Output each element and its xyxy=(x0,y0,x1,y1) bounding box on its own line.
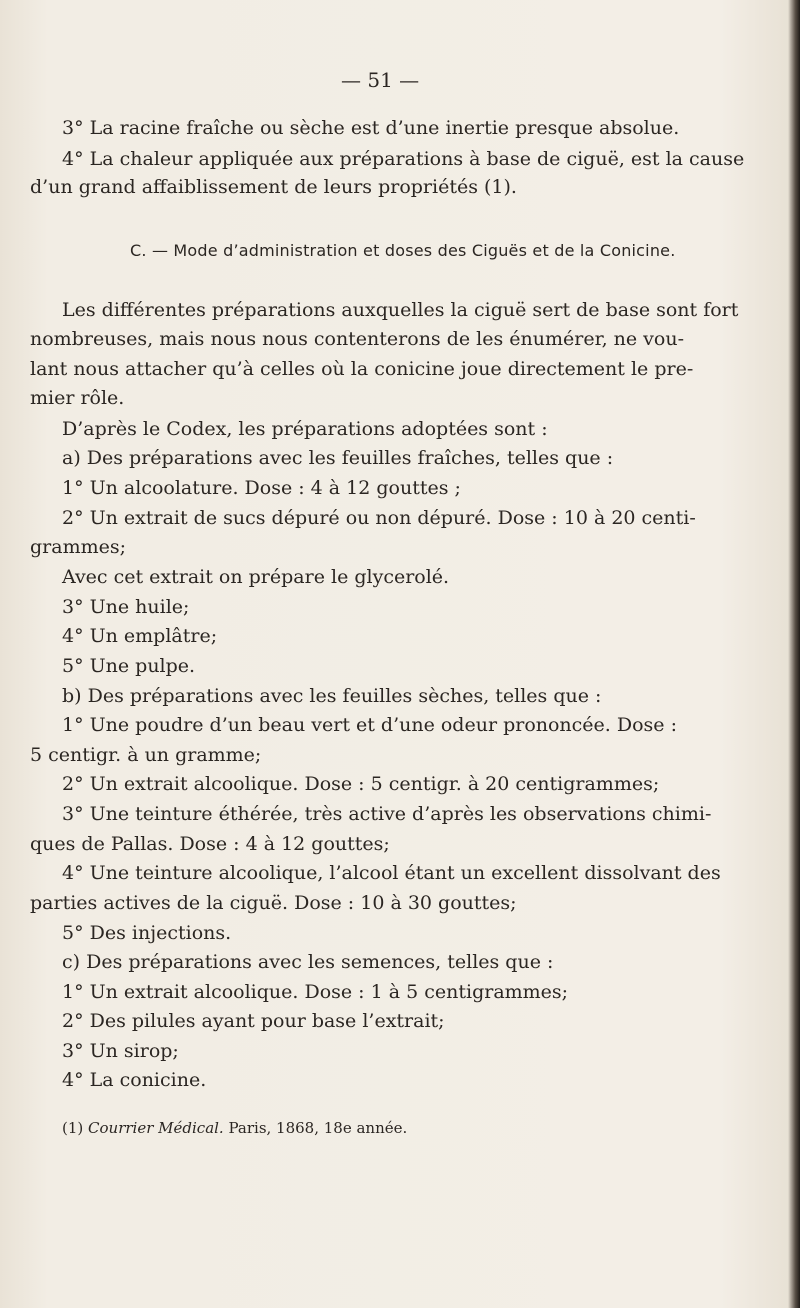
text-line: 3° La racine fraîche ou sèche est d’une inertie presque absolue. xyxy=(62,117,680,139)
list-item: 4° La conicine. xyxy=(62,1069,207,1091)
list-item: 2° Un extrait de sucs dépuré ou non dépuré. Dose : 10 à 20 centi- xyxy=(62,507,696,529)
text-line: grammes; xyxy=(30,536,127,558)
list-item: 4° Une teinture alcoolique, l’alcool étant un excellent dissolvant des xyxy=(62,862,721,884)
text-line: parties actives de la ciguë. Dose : 10 à 30 gouttes; xyxy=(30,892,517,914)
list-item: 2° Un extrait alcoolique. Dose : 5 centigr. à 20 centigrammes; xyxy=(62,773,660,795)
text-line: nombreuses, mais nous nous contenterons de les énumérer, ne vou- xyxy=(30,328,685,350)
list-item: 2° Des pilules ayant pour base l’extrait; xyxy=(62,1010,445,1032)
text-line: D’après le Codex, les préparations adoptées sont : xyxy=(62,418,548,440)
list-item: 5° Une pulpe. xyxy=(62,655,196,677)
list-item: 3° Un sirop; xyxy=(62,1040,179,1062)
footnote-marker: (1) xyxy=(62,1119,84,1137)
text-line: 5 centigr. à un gramme; xyxy=(30,744,262,766)
list-item: 1° Une poudre d’un beau vert et d’une odeur prononcée. Dose : xyxy=(62,714,677,736)
list-item: 4° Un emplâtre; xyxy=(62,625,218,647)
list-heading-c: c) Des préparations avec les semences, telles que : xyxy=(62,951,554,973)
list-heading-b: b) Des préparations avec les feuilles sèches, telles que : xyxy=(62,685,602,707)
list-item: 3° Une huile; xyxy=(62,596,190,618)
text-line: Les différentes préparations auxquelles la ciguë sert de base sont fort xyxy=(62,299,739,321)
page-number-header: — 51 — xyxy=(341,68,420,92)
text-line: lant nous attacher qu’à celles où la conicine joue directement le pre- xyxy=(30,358,694,380)
list-item: 5° Des injections. xyxy=(62,922,232,944)
page-edge-shadow xyxy=(788,0,800,1308)
section-heading: C. — Mode d’administration et doses des Ciguës et de la Conicine. xyxy=(130,241,676,260)
text-line: d’un grand affaiblissement de leurs propriétés (1). xyxy=(30,176,517,198)
text-line: mier rôle. xyxy=(30,387,125,409)
list-item: 1° Un alcoolature. Dose : 4 à 12 gouttes ; xyxy=(62,477,461,499)
list-item: 1° Un extrait alcoolique. Dose : 1 à 5 centigrammes; xyxy=(62,981,569,1003)
text-line: ques de Pallas. Dose : 4 à 12 gouttes; xyxy=(30,833,390,855)
text-line: 4° La chaleur appliquée aux préparations à base de ciguë, est la cause xyxy=(62,148,745,170)
list-item: 3° Une teinture éthérée, très active d’après les observations chimi- xyxy=(62,803,712,825)
list-heading-a: a) Des préparations avec les feuilles fraîches, telles que : xyxy=(62,447,614,469)
footnote-source: Courrier Médical. xyxy=(88,1119,224,1137)
footnote-detail: Paris, 1868, 18e année. xyxy=(228,1119,408,1137)
text-line: Avec cet extrait on prépare le glycerolé. xyxy=(62,566,450,588)
footnote xyxy=(62,1116,407,1140)
